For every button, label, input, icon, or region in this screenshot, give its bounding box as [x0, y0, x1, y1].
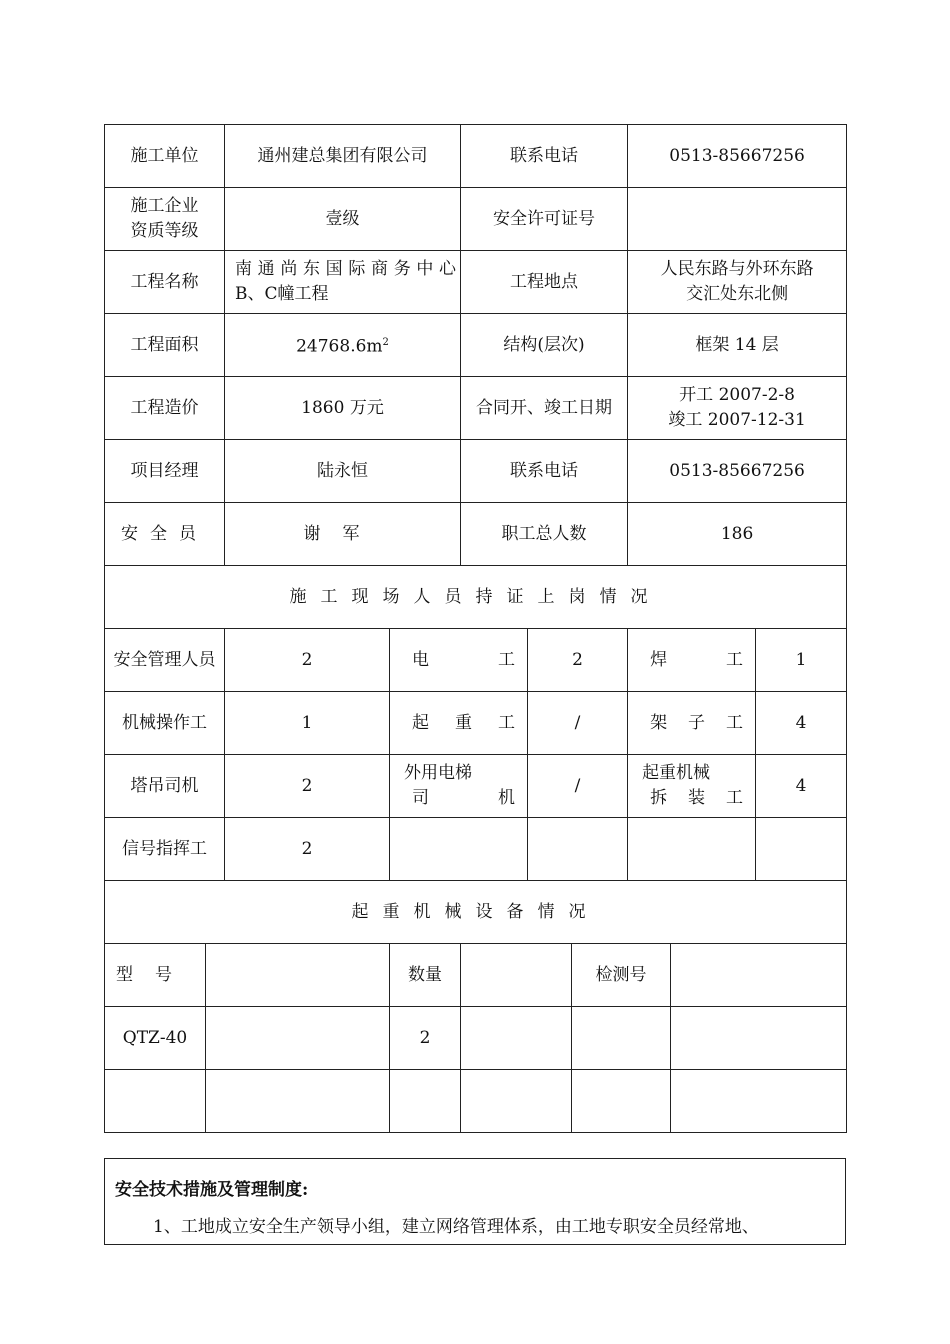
- col-test-number: 检测号: [572, 944, 671, 1007]
- personnel-row: [105, 629, 847, 692]
- info-row: [105, 314, 847, 377]
- info-row: [105, 440, 847, 503]
- personnel-heading: 施工现场人员持证上岗情况: [105, 566, 847, 629]
- label-manager: 项目经理: [105, 440, 225, 503]
- empty-cell: [461, 1007, 572, 1070]
- empty-cell: [206, 1007, 390, 1070]
- safety-measures-title: 安全技术措施及管理制度:: [115, 1180, 309, 1200]
- empty-cell: [390, 818, 528, 881]
- value-contract-dates: 开工 2007-2-8 竣工 2007-12-31: [628, 377, 847, 440]
- value-project-name: 南通尚东国际商务中心 B、C幢工程: [225, 251, 461, 314]
- col-model: 型号: [105, 944, 206, 1007]
- cert-label: 架子工: [628, 692, 756, 755]
- label-staff-total: 职工总人数: [461, 503, 628, 566]
- empty-cell: [756, 818, 847, 881]
- empty-cell: [572, 1007, 671, 1070]
- cert-label: 外用电梯 司机: [390, 755, 528, 818]
- label-phone: 联系电话: [461, 125, 628, 188]
- equipment-heading: 起重机械设备情况: [105, 881, 847, 944]
- label-structure: 结构(层次): [461, 314, 628, 377]
- cert-label: 电工: [390, 629, 528, 692]
- cert-count: 4: [756, 755, 847, 818]
- personnel-row: [105, 755, 847, 818]
- label-area: 工程面积: [105, 314, 225, 377]
- cert-label: 起重工: [390, 692, 528, 755]
- value-phone: 0513-85667256: [628, 125, 847, 188]
- empty-cell: [105, 1070, 206, 1133]
- empty-cell: [671, 1070, 847, 1133]
- value-company: 通州建总集团有限公司: [225, 125, 461, 188]
- empty-cell: [206, 944, 390, 1007]
- cert-count: 2: [225, 755, 390, 818]
- col-qty: 数量: [390, 944, 461, 1007]
- label-contract-dates: 合同开、竣工日期: [461, 377, 628, 440]
- empty-cell: [461, 1070, 572, 1133]
- safety-measures-text: 1、工地成立安全生产领导小组，建立网络管理体系，由工地专职安全员经常地、: [153, 1217, 759, 1237]
- equipment-row: [105, 1007, 847, 1070]
- cert-count: /: [528, 692, 628, 755]
- empty-cell: [628, 818, 756, 881]
- label-location: 工程地点: [461, 251, 628, 314]
- empty-cell: [528, 818, 628, 881]
- label-cost: 工程造价: [105, 377, 225, 440]
- cert-label: 塔吊司机: [105, 755, 225, 818]
- cert-label: 安全管理人员: [105, 629, 225, 692]
- equipment-qty: 2: [390, 1007, 461, 1070]
- section-row: [105, 881, 847, 944]
- empty-cell: [572, 1070, 671, 1133]
- empty-cell: [206, 1070, 390, 1133]
- cert-label: 机械操作工: [105, 692, 225, 755]
- empty-cell: [390, 1070, 461, 1133]
- label-company: 施工单位: [105, 125, 225, 188]
- cert-count: 2: [225, 818, 390, 881]
- value-staff-total: 186: [628, 503, 847, 566]
- section-row: [105, 566, 847, 629]
- info-row: [105, 503, 847, 566]
- info-row: [105, 188, 847, 251]
- value-safety-officer: 谢军: [225, 503, 461, 566]
- empty-cell: [461, 944, 572, 1007]
- personnel-row: [105, 818, 847, 881]
- value-license: [628, 188, 847, 251]
- label-safety-officer: 安全员: [105, 503, 225, 566]
- value-manager: 陆永恒: [225, 440, 461, 503]
- value-structure: 框架 14 层: [628, 314, 847, 377]
- cert-count: /: [528, 755, 628, 818]
- project-info-table: [104, 124, 847, 1133]
- empty-cell: [671, 1007, 847, 1070]
- cert-label: 起重机械 拆装工: [628, 755, 756, 818]
- empty-cell: [671, 944, 847, 1007]
- cert-count: 1: [225, 692, 390, 755]
- info-row: [105, 377, 847, 440]
- value-qualification: 壹级: [225, 188, 461, 251]
- cert-count: 2: [528, 629, 628, 692]
- info-row: [105, 125, 847, 188]
- label-license: 安全许可证号: [461, 188, 628, 251]
- cert-label: 信号指挥工: [105, 818, 225, 881]
- safety-measures-box: [104, 1158, 846, 1245]
- cert-count: 2: [225, 629, 390, 692]
- value-cost: 1860 万元: [225, 377, 461, 440]
- cert-label: 焊工: [628, 629, 756, 692]
- equipment-model: QTZ-40: [105, 1007, 206, 1070]
- info-row: [105, 251, 847, 314]
- value-manager-phone: 0513-85667256: [628, 440, 847, 503]
- personnel-row: [105, 692, 847, 755]
- value-location: 人民东路与外环东路 交汇处东北侧: [628, 251, 847, 314]
- label-manager-phone: 联系电话: [461, 440, 628, 503]
- cert-count: 1: [756, 629, 847, 692]
- label-project-name: 工程名称: [105, 251, 225, 314]
- equipment-row: [105, 1070, 847, 1133]
- equipment-header-row: [105, 944, 847, 1007]
- value-area: $24768.6m^2$: [225, 314, 461, 377]
- label-qualification: 施工企业 资质等级: [105, 188, 225, 251]
- cert-count: 4: [756, 692, 847, 755]
